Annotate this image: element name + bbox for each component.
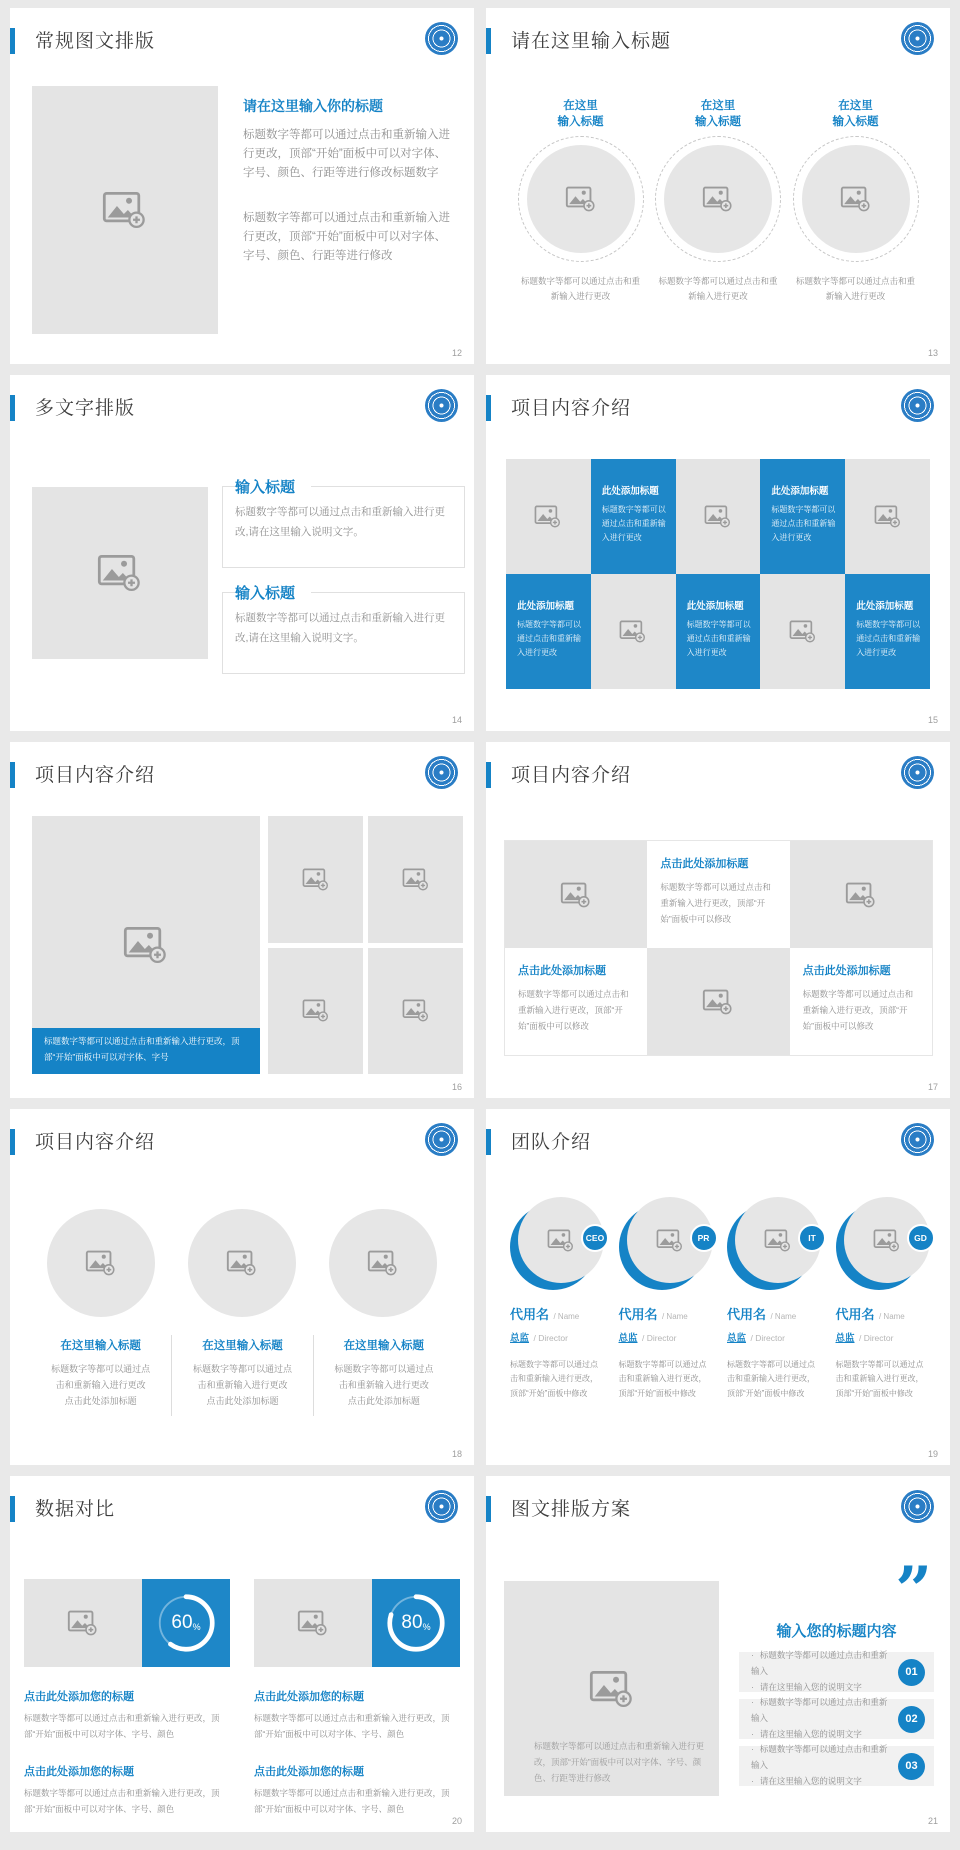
image-placeholder	[664, 145, 772, 253]
comparison-column	[254, 1579, 460, 1818]
image-placeholder-icon	[702, 186, 734, 212]
text-card: 点击此处添加标题 标题数字等都可以通过点击和重新输入进行更改，顶部“开始”面板中可以修改	[790, 948, 932, 1055]
text-cell: 此处添加标题 标题数字等都可以通过点击和重新输入进行更改	[845, 574, 930, 689]
image-placeholder-icon	[85, 1250, 117, 1276]
content-heading: 输入您的标题内容	[776, 1623, 897, 1640]
list-item	[739, 1746, 934, 1786]
slide-21-thumbnail[interactable]	[486, 1476, 950, 1832]
image-placeholder-icon	[656, 1229, 684, 1252]
image-placeholder-icon	[123, 926, 169, 964]
image-placeholder	[368, 816, 463, 943]
text-column	[243, 96, 456, 266]
slide-13-thumbnail[interactable]	[486, 8, 950, 364]
image-placeholder	[845, 459, 930, 574]
number-badge: 03	[898, 1753, 925, 1780]
page-number: 16	[451, 1082, 462, 1092]
image-placeholder-icon	[547, 1229, 575, 1252]
image-placeholder	[47, 1209, 155, 1317]
percent-value: 60 %	[171, 1612, 201, 1633]
text-cell: 此处添加标题 标题数字等都可以通过点击和重新输入进行更改	[591, 459, 676, 574]
accent-bar	[486, 762, 491, 788]
image-placeholder-icon	[367, 1250, 399, 1276]
accent-bar	[486, 395, 491, 421]
image-caption: 标题数字等都可以通过点击和重新输入进行更改，顶部“开始”面板中可以对字体、字号、颜色、行距等进行修改	[534, 1740, 705, 1783]
item-text: 在这里输入标题 标题数字等都可以通过点 击和重新输入进行更改 点击此处添加标题	[51, 1340, 151, 1407]
member-role: 总监 / Director	[727, 1333, 785, 1344]
accent-bar	[486, 1129, 491, 1155]
item-text: 在这里输入标题 标题数字等都可以通过点 击和重新输入进行更改 点击此处添加标题	[171, 1335, 312, 1416]
text-block: 点击此处添加您的标题 标题数字等都可以通过点击和重新输入进行更改，顶部“开始”面板中可以对字体、字号、颜色	[254, 1691, 450, 1739]
slide-title: 项目内容介绍	[35, 1132, 156, 1153]
image-placeholder	[32, 86, 218, 334]
page-number: 19	[927, 1449, 938, 1459]
member-role: 总监 / Director	[618, 1333, 677, 1344]
page-number: 21	[927, 1816, 938, 1826]
caption-bar: 标题数字等都可以通过点击和重新输入进行更改，顶部“开始”面板中可以对字体、字号	[32, 1028, 260, 1074]
page-number: 14	[451, 715, 462, 725]
text-cell: 此处添加标题 标题数字等都可以通过点击和重新输入进行更改	[760, 459, 845, 574]
image-placeholder-icon	[840, 186, 872, 212]
team-member	[727, 1197, 826, 1401]
slide-18-thumbnail[interactable]	[10, 1109, 474, 1465]
team-member	[836, 1197, 935, 1401]
box-heading: 输入标题	[235, 582, 311, 603]
text-block: 点击此处添加您的标题 标题数字等都可以通过点击和重新输入进行更改，顶部“开始”面板中可以对字体、字号、颜色	[254, 1766, 450, 1815]
university-seal-icon	[901, 1490, 934, 1523]
role-badge: IT	[798, 1224, 826, 1252]
image-placeholder-icon	[67, 1610, 99, 1636]
circle-item	[171, 1209, 312, 1416]
image-placeholder-icon	[560, 882, 592, 908]
accent-bar	[10, 1129, 15, 1155]
mosaic-grid	[504, 840, 933, 1056]
slide-15-thumbnail[interactable]	[486, 375, 950, 731]
image-placeholder-icon	[97, 554, 143, 592]
team-member	[619, 1197, 718, 1401]
paragraph: 标题数字等都可以通过点击和重新输入进行更改，顶部“开始”面板中可以对字体、字号、颜色、行距等进行修改	[243, 211, 450, 262]
number-badge: 01	[898, 1659, 925, 1686]
slide-title: 项目内容介绍	[511, 398, 632, 419]
university-seal-icon	[901, 756, 934, 789]
team-members-row	[510, 1197, 934, 1401]
slide-title: 团队介绍	[511, 1132, 592, 1153]
dashed-circle	[655, 136, 781, 262]
number-badge: 02	[898, 1706, 925, 1733]
image-placeholder	[32, 487, 208, 659]
bullet-lines: · 标题数字等都可以通过点击和重新输入 · 请在这里输入您的说明文字	[751, 1742, 890, 1789]
member-role: 总监 / Director	[835, 1333, 894, 1344]
paragraph: 标题数字等都可以通过点击和重新输入进行更改，顶部“开始”面板中可以对字体、字号、颜色、行距等进行修改标题数字	[243, 129, 450, 179]
circle-item	[789, 98, 922, 305]
item-caption: 标题数字等都可以通过点击和重新输入进行更改	[658, 276, 778, 302]
dashed-circle	[793, 136, 919, 262]
circle-item	[313, 1209, 454, 1416]
slide-12-thumbnail[interactable]	[10, 8, 474, 364]
role-badge: GD	[907, 1224, 935, 1252]
team-member	[510, 1197, 609, 1401]
image-placeholder-icon	[845, 882, 877, 908]
circle-items-row	[514, 98, 922, 305]
numbered-list	[739, 1652, 934, 1793]
member-body: 标题数字等都可以通过点击和重新输入进行更改，顶部“开始”面板中修改	[510, 1360, 598, 1398]
accent-bar	[486, 1496, 491, 1522]
university-seal-icon	[425, 1490, 458, 1523]
image-placeholder	[591, 574, 676, 689]
list-item	[739, 1652, 934, 1692]
text-card: 点击此处添加标题 标题数字等都可以通过点击和重新输入进行更改，顶部“开始”面板中可以修改	[647, 841, 789, 948]
text-block: 点击此处添加您的标题 标题数字等都可以通过点击和重新输入进行更改，顶部“开始”面板中可以对字体、字号、颜色	[24, 1766, 220, 1815]
image-placeholder-icon	[704, 505, 732, 528]
progress-tile	[372, 1579, 460, 1667]
slide-title: 常规图文排版	[35, 31, 156, 52]
text-cell: 此处添加标题 标题数字等都可以通过点击和重新输入进行更改	[676, 574, 761, 689]
member-name: 代用名 / Name	[510, 1307, 580, 1322]
university-seal-icon	[425, 756, 458, 789]
image-placeholder	[32, 816, 260, 1074]
image-placeholder-icon	[565, 186, 597, 212]
slide-19-thumbnail[interactable]	[486, 1109, 950, 1465]
percent-value: 80 %	[401, 1612, 431, 1633]
image-placeholder	[802, 145, 910, 253]
text-cell: 此处添加标题 标题数字等都可以通过点击和重新输入进行更改	[506, 574, 591, 689]
member-body: 标题数字等都可以通过点击和重新输入进行更改，顶部“开始”面板中修改	[618, 1360, 707, 1398]
circle-item	[652, 98, 785, 305]
image-placeholder-icon	[873, 1229, 901, 1252]
item-heading: 在这里 输入标题	[695, 100, 741, 129]
avatar	[619, 1197, 713, 1291]
image-placeholder	[188, 1209, 296, 1317]
image-placeholder	[504, 1581, 719, 1796]
accent-bar	[10, 28, 15, 54]
accent-bar	[10, 762, 15, 788]
image-placeholder	[505, 841, 647, 948]
slide-20-thumbnail[interactable]	[10, 1476, 474, 1832]
list-item	[739, 1699, 934, 1739]
box-heading: 输入标题	[235, 476, 311, 497]
image-placeholder-icon	[874, 505, 902, 528]
stat-card	[254, 1579, 460, 1667]
member-name: 代用名 / Name	[618, 1307, 688, 1322]
item-heading: 在这里 输入标题	[832, 100, 879, 129]
member-role: 总监 / Director	[510, 1333, 568, 1344]
slide-title: 项目内容介绍	[511, 765, 632, 786]
image-placeholder-icon	[402, 999, 430, 1022]
slide-title: 多文字排版	[35, 398, 136, 419]
stat-card	[24, 1579, 230, 1667]
image-placeholder	[506, 459, 591, 574]
image-placeholder-icon	[534, 505, 562, 528]
image-placeholder	[368, 948, 463, 1075]
slide-title: 数据对比	[35, 1499, 116, 1520]
box-body: 标题数字等都可以通过点击和重新输入进行更改,请在这里输入说明文字。	[235, 612, 445, 644]
text-box	[222, 585, 465, 674]
slide-16-thumbnail[interactable]	[10, 742, 474, 1098]
page-number: 13	[927, 348, 938, 358]
image-placeholder-icon	[764, 1229, 792, 1252]
item-heading: 在这里 输入标题	[557, 100, 604, 129]
member-name: 代用名 / Name	[727, 1307, 797, 1322]
image-placeholder-icon	[589, 1670, 635, 1708]
dashed-circle	[518, 136, 644, 262]
slide-title: 请在这里输入标题	[511, 31, 672, 52]
text-block: 点击此处添加您的标题 标题数字等都可以通过点击和重新输入进行更改，顶部“开始”面板中可以对字体、字号、颜色	[24, 1691, 220, 1739]
box-body: 标题数字等都可以通过点击和重新输入进行更改,请在这里输入说明文字。	[235, 506, 445, 538]
university-seal-icon	[901, 1123, 934, 1156]
content-heading: 请在这里输入你的标题	[243, 98, 383, 114]
item-caption: 标题数字等都可以通过点击和重新输入进行更改	[795, 276, 915, 302]
image-placeholder-icon	[789, 620, 817, 643]
quote-icon: ”	[895, 1553, 932, 1628]
image-placeholder-icon	[619, 620, 647, 643]
slide-14-thumbnail[interactable]	[10, 375, 474, 731]
member-name: 代用名 / Name	[835, 1307, 905, 1322]
progress-tile	[142, 1579, 230, 1667]
university-seal-icon	[901, 22, 934, 55]
image-placeholder	[24, 1579, 142, 1667]
accent-bar	[10, 395, 15, 421]
image-placeholder-icon	[102, 191, 148, 229]
circle-item	[30, 1209, 171, 1416]
member-body: 标题数字等都可以通过点击和重新输入进行更改，顶部“开始”面板中修改	[727, 1360, 815, 1398]
page-number: 12	[451, 348, 462, 358]
bullet-lines: · 标题数字等都可以通过点击和重新输入 · 请在这里输入您的说明文字	[751, 1648, 890, 1695]
avatar	[727, 1197, 821, 1291]
image-placeholder-icon	[402, 868, 430, 891]
image-placeholder	[647, 948, 789, 1055]
image-placeholder-icon	[302, 999, 330, 1022]
bullet-lines: · 标题数字等都可以通过点击和重新输入 · 请在这里输入您的说明文字	[751, 1695, 890, 1742]
image-placeholder	[790, 841, 932, 948]
university-seal-icon	[425, 22, 458, 55]
page-number: 20	[451, 1816, 462, 1826]
text-card: 点击此处添加标题 标题数字等都可以通过点击和重新输入进行更改，顶部“开始”面板中可以修改	[505, 948, 647, 1055]
avatar	[836, 1197, 930, 1291]
image-placeholder-icon	[302, 868, 330, 891]
image-placeholder	[268, 948, 363, 1075]
text-box	[222, 479, 465, 568]
page-number: 15	[927, 715, 938, 725]
comparison-column	[24, 1579, 230, 1818]
role-badge: PR	[690, 1224, 718, 1252]
image-placeholder	[676, 459, 761, 574]
university-seal-icon	[425, 389, 458, 422]
circle-items-row	[30, 1209, 454, 1416]
university-seal-icon	[425, 1123, 458, 1156]
image-placeholder	[527, 145, 635, 253]
role-badge: CEO	[581, 1224, 609, 1252]
image-placeholder-icon	[226, 1250, 258, 1276]
image-placeholder-icon	[297, 1610, 329, 1636]
checkerboard-grid	[506, 459, 930, 689]
image-placeholder	[329, 1209, 437, 1317]
avatar	[510, 1197, 604, 1291]
comparison-columns	[24, 1579, 460, 1818]
text-boxes-column	[222, 472, 465, 698]
member-body: 标题数字等都可以通过点击和重新输入进行更改，顶部“开始”面板中修改	[835, 1360, 924, 1398]
slide-title: 项目内容介绍	[35, 765, 156, 786]
accent-bar	[10, 1496, 15, 1522]
image-placeholder-icon	[702, 989, 734, 1015]
image-placeholder	[760, 574, 845, 689]
slide-17-thumbnail[interactable]	[486, 742, 950, 1098]
page-number: 18	[451, 1449, 462, 1459]
item-text: 在这里输入标题 标题数字等都可以通过点 击和重新输入进行更改 点击此处添加标题	[313, 1335, 454, 1416]
image-grid	[268, 816, 463, 1074]
accent-bar	[486, 28, 491, 54]
image-placeholder	[254, 1579, 372, 1667]
image-placeholder	[268, 816, 363, 943]
slide-title: 图文排版方案	[511, 1499, 632, 1520]
university-seal-icon	[901, 389, 934, 422]
circle-item	[514, 98, 647, 305]
item-caption: 标题数字等都可以通过点击和重新输入进行更改	[520, 276, 640, 302]
page-number: 17	[927, 1082, 938, 1092]
